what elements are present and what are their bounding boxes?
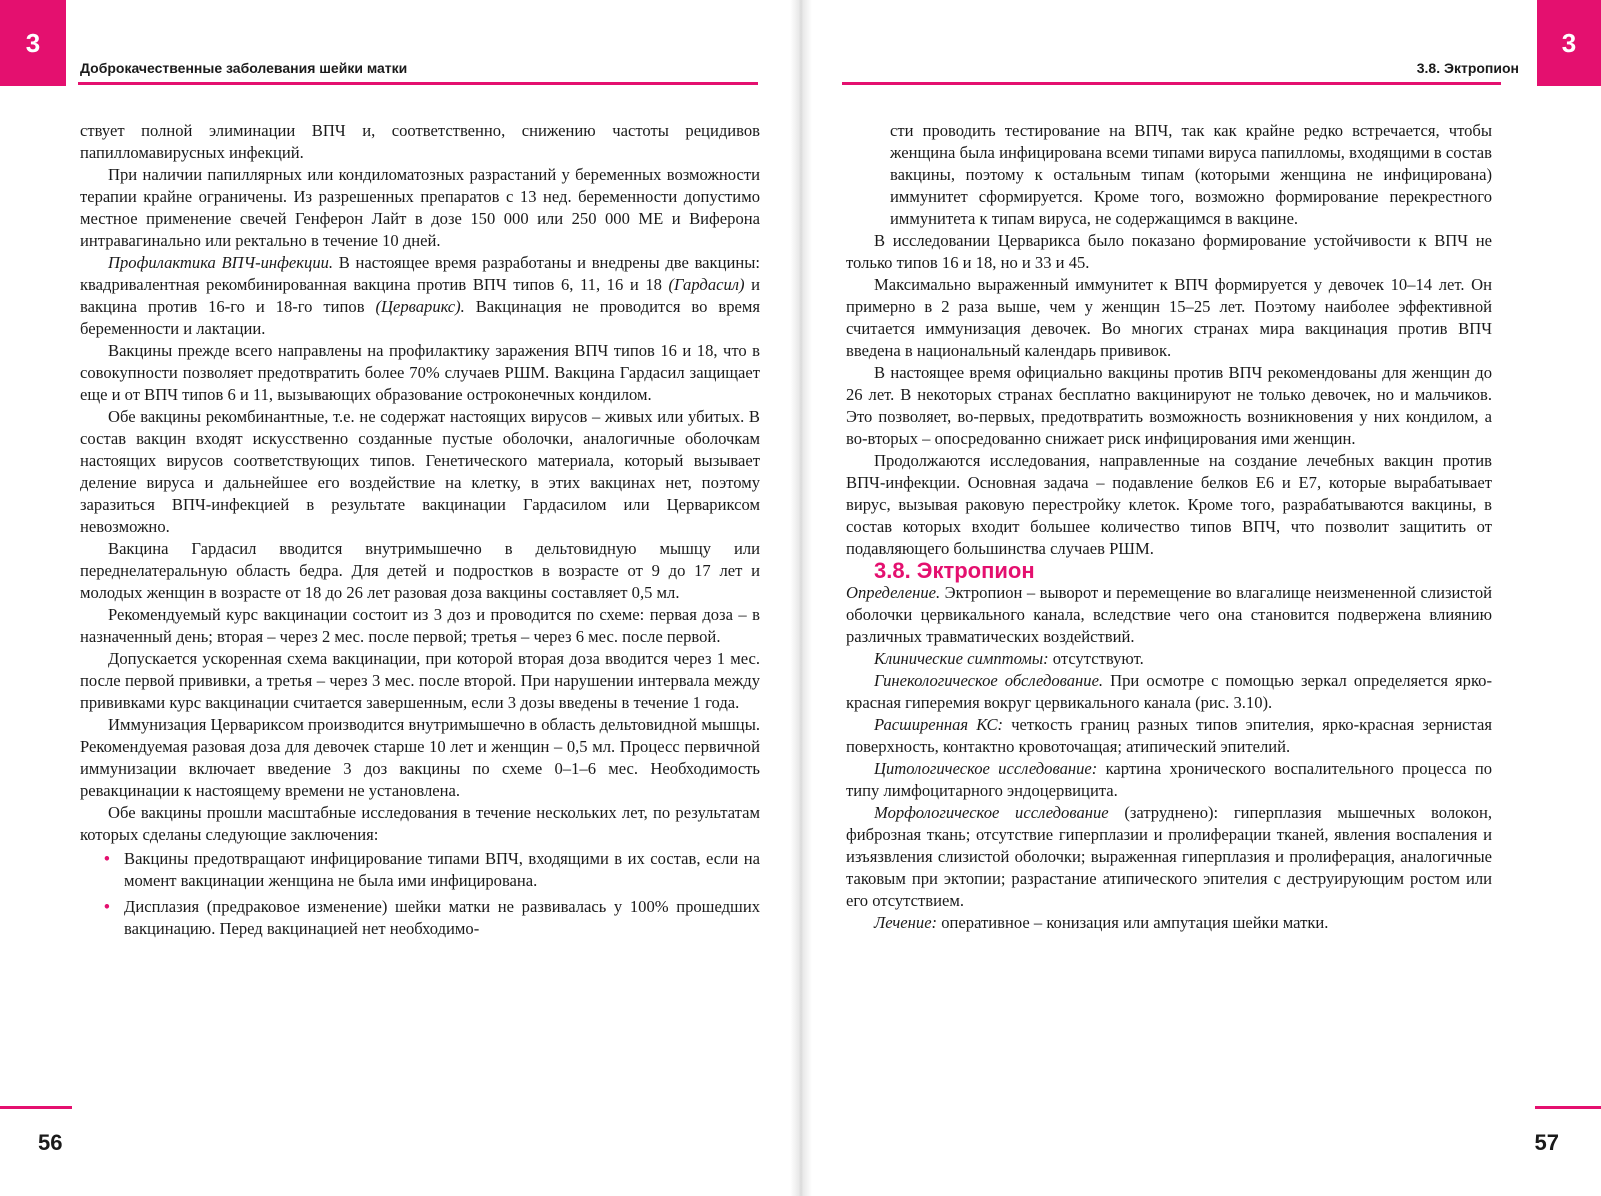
page-number-left: 56 [38,1130,63,1155]
finding-colposcopy: Расширенная КС: четкость границ разных типов эпителия, ярко-красная зернистая поверхность, контактно кровоточащая; атипический эпителий. [846,715,1492,756]
list-item: • Дисплазия (предраковое изменение) шейки матки не развивалась у 100% прошедших вакцинацию. Перед вакцинацией нет необходимо- [104,897,760,938]
running-head-right: 3.8. Эктропион [1416,60,1519,76]
finding-gynecological: Гинекологическое обследование. При осмотре с помощью зеркал определяется ярко-красная гиперемия вокруг цервикального канала (рис. 3.10). [846,671,1492,712]
conclusion-list [80,848,760,940]
finding-morphology: Морфологическое исследование (затруднено): гиперплазия мышечных волокон, фиброзная ткань; отсутствие гиперплазии и пролиферации тканей, явления воспаления и изъязвления слизистой оболочки; выраженная гиперплазия и пролиферация, аналогичные таковым при эктопии; разрастание атипического эпителия с деструирующим ростом или его отсутствием. [846,803,1492,910]
header-rule-right [842,82,1501,85]
paragraph: Рекомендуемый курс вакцинации состоит из 3 доз и проводится по схеме: первая доза – в назначенный день; вторая – через 2 мес. после первой; третья – через 6 мес. после первой. [80,605,760,646]
paragraph: ствует полной элиминации ВПЧ и, соответственно, снижению частоты рецидивов папилломавирусных инфекций. [80,121,760,162]
list-item-continuation: сти проводить тестирование на ВПЧ, так как крайне редко встречается, чтобы женщина была инфицирована всеми типами вируса папилломы, входящими в состав вакцины, поэтому к остальным типам (которыми женщина не инфицирована) иммунитет сформируется. Кроме того, возможно формирование перекрестного иммунитета к типам вируса, не содержащимся в вакцине. [890,121,1492,228]
footer-rule-right [1535,1106,1601,1109]
book-gutter [790,0,812,1196]
paragraph-prophylaxis: Профилактика ВПЧ-инфекции. В настоящее время разработаны и внедрены две вакцины: квадривалентная рекомбинированная вакцина против ВПЧ типов 6, 11, 16 и 18 (Гардасил) и вакцина против 16-го и 18-го типов (Церварикс). Вакцинация не проводится во время беременности и лактации. [80,253,761,338]
left-page-body [80,120,760,944]
chapter-tab-left: 3 [0,0,66,86]
finding-cytology: Цитологическое исследование: картина хронического воспалительного процесса по типу лимфоцитарного эндоцервицита. [846,759,1492,800]
bullet-icon: • [104,897,110,916]
definition-paragraph: Определение. Эктропион – выворот и перемещение во влагалище неизмененной слизистой оболочки цервикального канала, вследствие чего она становится подвержена влиянию различных травматических воздействий. [846,583,1492,646]
page-number-right: 57 [1534,1130,1559,1155]
chapter-tab-right: 3 [1537,0,1601,86]
section-heading: 3.8. Эктропион [874,558,1035,583]
footer-rule-left [0,1106,72,1109]
paragraph: Обе вакцины рекомбинантные, т.е. не содержат настоящих вирусов – живых или убитых. В состав вакцин входят искусственно созданные пустые оболочки, аналогичные оболочкам настоящих вирусов соответствующих типов. Генетического материала, который вызывает деление вируса и дальнейшее его воздействие на клетку, в этих вакцинах нет, поэтому заразиться ВПЧ-инфекцией в результате вакцинации Гардасилом или Цервариксом невозможно. [80,407,760,536]
paragraph: Допускается ускоренная схема вакцинации, при которой вторая доза вводится через 1 мес. после первой прививки, а третья – через 3 мес. после второй. При нарушении интервала между прививками курс вакцинации считается завершенным, если 3 дозы введены в течение 1 года. [80,649,760,712]
finding-treatment: Лечение: оперативное – конизация или ампутация шейки матки. [874,913,1329,932]
running-head-left: Доброкачественные заболевания шейки матки [80,60,408,76]
finding-clinical: Клинические симптомы: отсутствуют. [874,649,1144,668]
bullet-icon: • [104,849,110,868]
list-item: • Вакцины предотвращают инфицирование типами ВПЧ, входящими в их состав, если на момент вакцинации женщина не была ими инфицирована. [104,849,760,890]
right-page-body [846,120,1492,934]
paragraph: При наличии папиллярных или кондиломатозных разрастаний у беременных возможности терапии крайне ограничены. Из разрешенных препаратов с 13 нед. беременности допустимо местное применение свечей Генферон Лайт в дозе 150 000 или 250 000 МЕ и Виферона интравагинально или ректально в течение 10 дней. [80,165,760,250]
paragraph: Вакцины прежде всего направлены на профилактику заражения ВПЧ типов 16 и 18, что в совокупности позволяет предотвратить более 70% случаев РШМ. Вакцина Гардасил защищает еще и от ВПЧ типов 6 и 11, вызывающих образование остроконечных кондилом. [80,341,760,404]
paragraph: Обе вакцины прошли масштабные исследования в течение нескольких лет, по результатам которых сделаны следующие заключения: [80,803,760,844]
paragraph: Продолжаются исследования, направленные на создание лечебных вакцин против ВПЧ-инфекции. Основная задача – подавление белков Е6 и Е7, которые вырабатывает вирус, вызывая раковую перестройку клеток. Кроме того, разрабатываются вакцины, в состав которых входит большее количество типов ВПЧ, что позволит защитить от подавляющего большинства случаев РШМ. [846,451,1492,558]
header-rule-left [78,82,758,85]
paragraph: Максимально выраженный иммунитет к ВПЧ формируется у девочек 10–14 лет. Он примерно в 2 раза выше, чем у женщин 15–25 лет. Поэтому наиболее эффективной считается иммунизация девочек. Во многих странах мира вакцинация против ВПЧ введена в национальный календарь прививок. [846,275,1492,360]
paragraph: В настоящее время официально вакцины против ВПЧ рекомендованы для женщин до 26 лет. В некоторых странах бесплатно вакцинируют не только девочек, но и мальчиков. Это позволяет, во-первых, предотвратить возможность возникновения у них кондилом, а во-вторых – опосредованно снижает риск инфицирования ими женщин. [846,363,1492,448]
paragraph: В исследовании Церварикса было показано формирование устойчивости к ВПЧ не только типов 16 и 18, но и 33 и 45. [846,231,1492,272]
paragraph: Иммунизация Цервариксом производится внутримышечно в область дельтовидной мышцы. Рекомендуемая разовая доза для девочек старше 10 лет и женщин – 0,5 мл. Процесс первичной иммунизации включает введение 3 доз вакцины по схеме 0–1–6 мес. Необходимость ревакцинации к настоящему времени не установлена. [80,715,760,800]
paragraph: Вакцина Гардасил вводится внутримышечно в дельтовидную мышцу или переднелатеральную область бедра. Для детей и подростков в возрасте от 9 до 17 лет и молодых женщин в возрасте от 18 до 26 лет разовая доза вакцины составляет 0,5 мл. [80,539,760,602]
